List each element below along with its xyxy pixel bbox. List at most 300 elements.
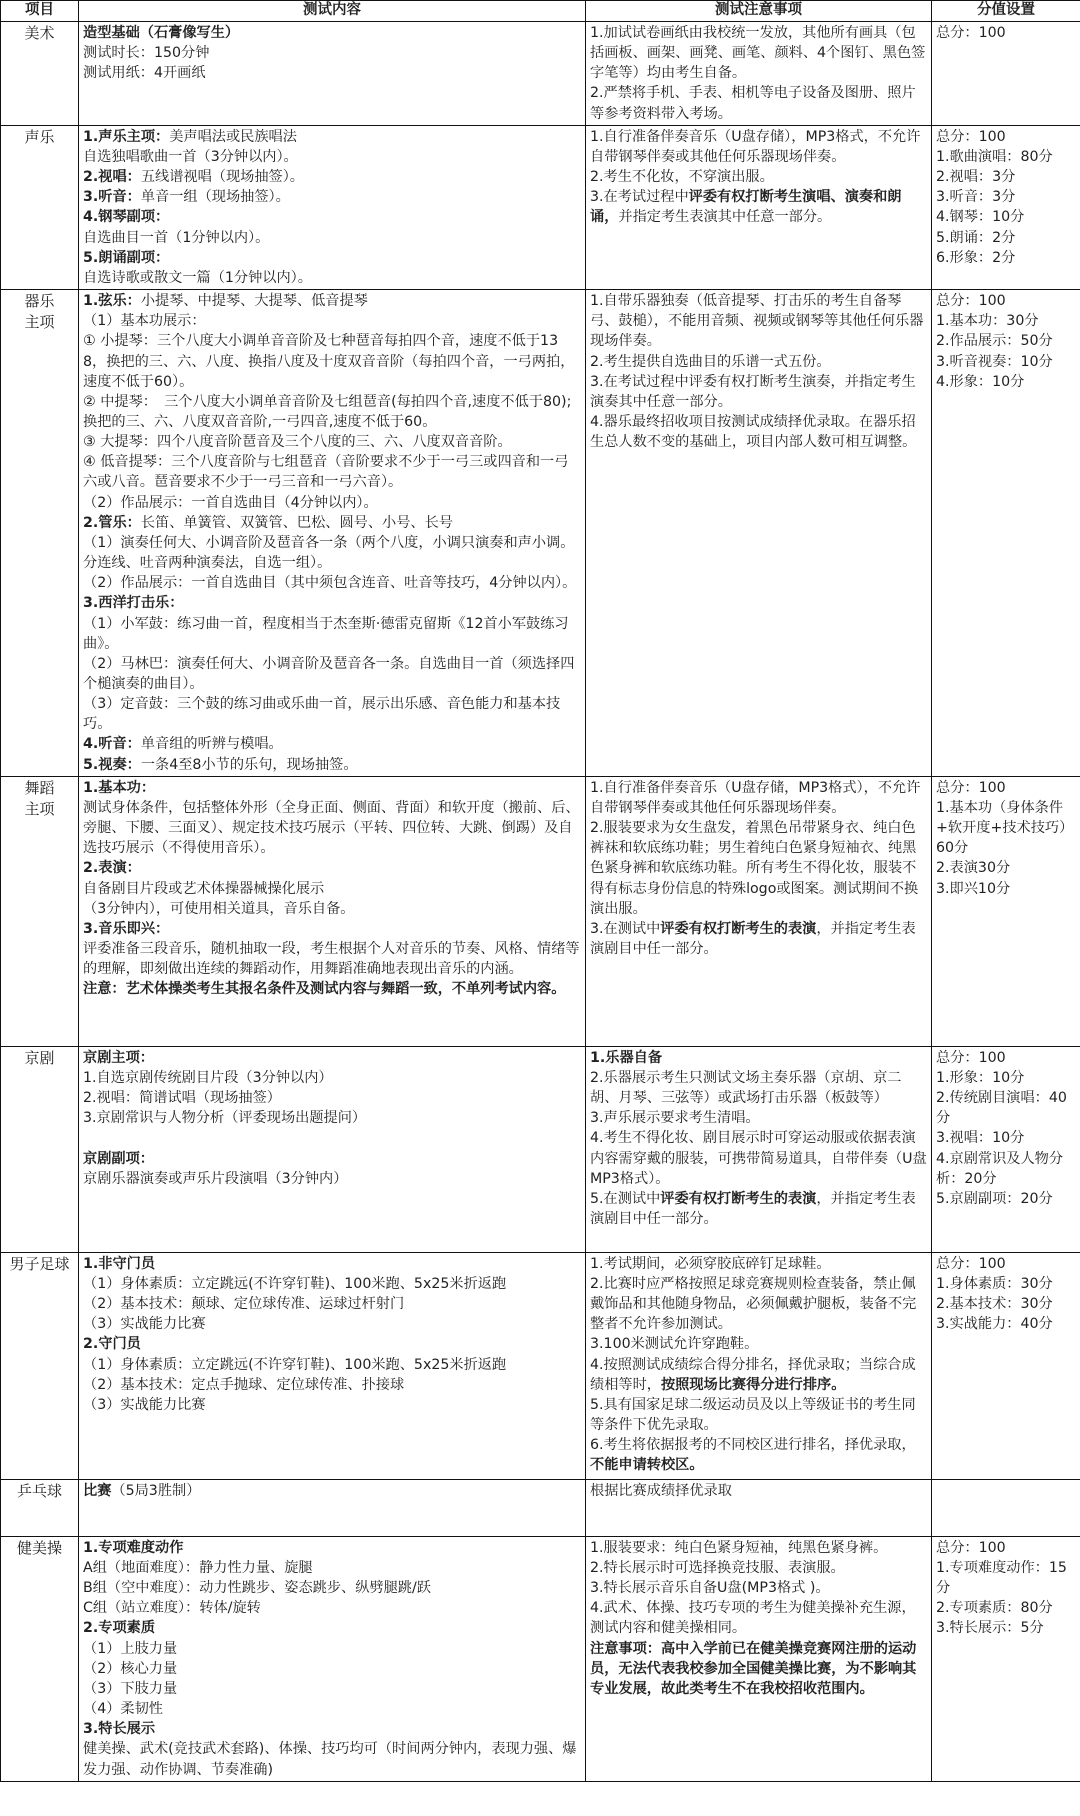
text-line (83, 1679, 581, 1699)
text: 3.在考试过程中 (590, 189, 689, 206)
text: 1.服装要求：纯白色紧身短袖，纯黑色紧身裤。 (590, 1539, 888, 1556)
text-line (936, 311, 1076, 331)
row-notes (586, 1536, 932, 1781)
table-body (1, 22, 1080, 1782)
text-line (590, 1254, 927, 1274)
text: 2.严禁将手机、手表、相机等电子设备及图册、照片等参考资料带入考场。 (590, 85, 916, 122)
header-test-notes: 测试注意事项 (586, 1, 932, 22)
project-name: 健美操 (16, 1538, 62, 1557)
row-notes (586, 1479, 932, 1536)
bold-text: 1.声乐主项： (83, 128, 170, 145)
text: 评委准备三段音乐，随机抽取一段，考生根据个人对音乐的节奏、风格、情绪等的理解，即刻做出连续的舞蹈动作，用舞蹈准确地表现出音乐的内涵。 (83, 941, 580, 978)
text-line (590, 919, 927, 959)
text: （4）柔韧性 (83, 1701, 163, 1718)
text: 自选诗歌或散文一篇（1分钟以内）。 (83, 269, 312, 286)
text-line (83, 734, 581, 754)
text: 单音一组（现场抽签）。 (140, 189, 290, 206)
bold-text: 比赛 (83, 1482, 112, 1499)
text: 3.特长展示：5分 (936, 1620, 1044, 1637)
text: 2.视唱：3分 (936, 169, 1016, 186)
text-line (936, 1538, 1076, 1558)
text: 3.特长展示音乐自备U盘(MP3格式 )。 (590, 1580, 830, 1597)
table-row (1, 776, 1080, 1046)
text-line (83, 979, 581, 999)
text-line (83, 1699, 581, 1719)
text-line (590, 1598, 927, 1638)
text-line (83, 1254, 581, 1274)
text-line (83, 1334, 581, 1354)
row-content (79, 125, 586, 289)
text-line (83, 228, 581, 248)
row-project (1, 125, 79, 289)
row-project (1, 22, 79, 126)
text-line (590, 1334, 927, 1354)
text-line (83, 127, 581, 147)
text-line (83, 1314, 581, 1334)
text-line (590, 1108, 927, 1128)
text-line (936, 147, 1076, 167)
text-line (936, 1048, 1076, 1068)
text-line (590, 1435, 927, 1475)
text-line (83, 1659, 581, 1679)
text: （1）身体素质：立定跳远(不许穿钉鞋)、100米跑、5x25米折返跑 (83, 1275, 507, 1292)
text: 3.在考试过程中评委有权打断考生演奏，并指定考生演奏其中任意一部分。 (590, 373, 916, 410)
bold-text: 4.钢琴副项： (83, 209, 170, 226)
text: （1）小军鼓：练习曲一首，程度相当于杰奎斯·德雷克留斯《12首小军鼓练习曲》。 (83, 615, 569, 652)
bold-text: 评委有权打断考生的表演 (660, 920, 817, 937)
text: 总分：100 (936, 293, 1006, 310)
text-line (936, 879, 1076, 899)
project-name: 主项 (24, 313, 55, 332)
text-line (83, 1578, 581, 1598)
text: 2.基本技术：30分 (936, 1296, 1053, 1313)
bold-text: 2.表演： (83, 860, 141, 877)
bold-text: 5.视奏： (83, 756, 141, 773)
project-name: 乒乓球 (16, 1481, 62, 1500)
text-line (83, 1048, 581, 1068)
text: （1）演奏任何大、小调音阶及琶音各一条（两个八度，小调只演奏和声小调。分连线、吐音两种演奏法，自选一组）。 (83, 534, 575, 572)
text-line (83, 1375, 581, 1395)
text: 3.京剧常识与人物分析（评委现场出题提问） (83, 1110, 367, 1127)
table-row (1, 1479, 1080, 1536)
text-line (590, 818, 927, 919)
text: 总分：100 (936, 1539, 1006, 1556)
text-line (83, 778, 581, 798)
text-line (590, 1578, 927, 1598)
text-line (936, 1189, 1076, 1209)
text-line (590, 352, 927, 372)
text-line (936, 228, 1076, 248)
bold-text: 2.守门员 (83, 1336, 141, 1353)
text: （3）实战能力比赛 (83, 1316, 206, 1333)
text-line (83, 187, 581, 207)
text: 5.朗诵：2分 (936, 229, 1016, 246)
text: 1.基本功（身体条件+软开度+技术技巧）60分 (936, 799, 1074, 857)
text-line (590, 412, 927, 452)
header-score-setting: 分值设置 (932, 1, 1080, 22)
text: C组（站立难度）：转体/旋转 (83, 1600, 261, 1617)
text: 2.特长展示时可选择换竞技服、表演服。 (590, 1559, 845, 1576)
text-line (936, 1068, 1076, 1088)
row-content (79, 22, 586, 126)
text-line (936, 248, 1076, 268)
bold-text: 1.基本功： (83, 779, 156, 796)
text-line (83, 63, 581, 83)
row-notes (586, 290, 932, 777)
text: 并指定考生表演其中任意一部分。 (618, 209, 832, 226)
text: 6.形象：2分 (936, 249, 1016, 266)
text: （2）核心力量 (83, 1660, 178, 1677)
text-line (590, 1355, 927, 1395)
text: （1）基本功展示： (83, 313, 206, 330)
text-line (83, 573, 581, 593)
text: （3）定音鼓：三个鼓的练习曲或乐曲一首，展示出乐感、音色能力和基本技巧。 (83, 696, 561, 733)
text: 5.具有国家足球二级运动员及以上等级证书的考生同等条件下优先录取。 (590, 1396, 916, 1434)
text-line (83, 1538, 581, 1558)
table-row (1, 22, 1080, 126)
text: （2）作品展示：一首自选曲目（4分钟以内）。 (83, 494, 378, 511)
text-line (83, 1739, 581, 1779)
row-project (1, 1479, 79, 1536)
row-score (932, 1536, 1080, 1781)
text-line (83, 1719, 581, 1739)
text-line (936, 291, 1076, 311)
bold-text: 1.非守门员 (83, 1255, 156, 1272)
text-line (83, 1108, 581, 1128)
text-line (83, 291, 581, 311)
text: 2.作品展示：50分 (936, 333, 1053, 350)
bold-text: 1.弦乐： (83, 293, 141, 310)
row-notes (586, 22, 932, 126)
text: 单音组的听辨与模唱。 (140, 736, 283, 753)
bold-text: 4.听音： (83, 736, 141, 753)
text-line (936, 1294, 1076, 1314)
text: 4.京剧常识及人物分析：20分 (936, 1150, 1064, 1187)
text: ，并指定考生表演剧目中任一部分。 (590, 920, 916, 958)
text-line (83, 1618, 581, 1638)
text: 测试用纸：4开画纸 (83, 65, 206, 82)
text-line (83, 167, 581, 187)
text-line (936, 207, 1076, 227)
row-notes (586, 1046, 932, 1252)
text-line (936, 127, 1076, 147)
row-project (1, 1536, 79, 1781)
text: 健美操、武术(竞技武术套路)、体操、技巧均可（时间两分钟内，表现力强、爆发力强、动作协调、节奏准确) (83, 1741, 577, 1778)
bold-text: 京剧副项： (83, 1150, 154, 1167)
row-score (932, 776, 1080, 1046)
bold-text: 3.音乐即兴： (83, 920, 170, 937)
table-row (1, 1252, 1080, 1479)
text: 4.器乐最终招收项目按测试成绩择优录取。在器乐招生总人数不变的基础上，项目内部人数可相互调整。 (590, 413, 917, 451)
text-line (590, 778, 927, 818)
text-line (83, 593, 581, 613)
row-score (932, 290, 1080, 777)
bold-text: 不能申请转校区。 (590, 1457, 704, 1474)
text-line (83, 614, 581, 654)
row-content (79, 1479, 586, 1536)
text: 1.歌曲演唱：80分 (936, 148, 1053, 165)
bold-text: 注意：艺术体操类考生其报名条件及测试内容与舞蹈一致，不单列考试内容。 (83, 981, 566, 998)
text: 自备剧目片段或艺术体操器械操化展示 (83, 880, 325, 897)
text-line (83, 1639, 581, 1659)
text: 1.自行准备伴奏音乐（U盘存储），MP3格式，不允许自带钢琴伴奏或其他任何乐器现场伴奏。 (590, 128, 921, 165)
text: 3.听音视奏：10分 (936, 353, 1053, 370)
bold-text: 评委有权打断考生的表演 (660, 1190, 817, 1207)
text-line (83, 1068, 581, 1088)
text: 根据比赛成绩择优录取 (590, 1482, 732, 1499)
text-line (936, 858, 1076, 878)
text: 1.形象：10分 (936, 1069, 1025, 1086)
text: B组（空中难度）：动力性跳步、姿态跳步、纵劈腿跳/跃 (83, 1580, 431, 1597)
bold-text: 3.西洋打击乐： (83, 595, 184, 612)
row-score (932, 125, 1080, 289)
text: 2.服装要求为女生盘发，着黑色吊带紧身衣、纯白色裤袜和软底练功鞋；男生着纯白色紧身短袖衣、纯黑色紧身裤和软底练功鞋。所有考生不得化妆，服装不得有标志身份信息的特殊logo或图案。测试期间不换演出服。 (590, 820, 919, 917)
text: 京剧乐器演奏或声乐片段演唱（3分钟内） (83, 1170, 348, 1187)
text: 五线谱视唱（现场抽签）。 (140, 169, 304, 186)
bold-text: 注意事项：高中入学前已在健美操竞赛网注册的运动员，无法代表我校参加全国健美操比赛，为不影响其专业发展，故此类考生不在我校招收范围内。 (590, 1640, 917, 1697)
bold-text: 按照现场比赛得分进行排序。 (660, 1376, 846, 1393)
text-line (83, 798, 581, 858)
text: 长笛、单簧管、双簧管、巴松、圆号、小号、长号 (140, 514, 453, 531)
table-row (1, 1046, 1080, 1252)
text: 4.武术、体操、技巧专项的考生为健美操补充生源，测试内容和健美操相同。 (590, 1600, 916, 1637)
text-line (590, 1048, 927, 1068)
text-line (590, 127, 927, 167)
text: 4.钢琴：10分 (936, 209, 1025, 226)
row-notes (586, 1252, 932, 1479)
text-line (83, 1395, 581, 1415)
text-line (590, 1538, 927, 1558)
text: 3.听音：3分 (936, 189, 1016, 206)
text: 3.即兴10分 (936, 880, 1011, 897)
bold-text: 2.专项素质 (83, 1620, 156, 1637)
text-line (83, 331, 581, 391)
text: 总分：100 (936, 128, 1006, 145)
text-line (590, 1068, 927, 1108)
bold-text: 2.管乐： (83, 514, 141, 531)
table-row (1, 1536, 1080, 1781)
text: （2）基本技术：颠球、定位球传准、运球过杆射门 (83, 1296, 405, 1313)
text-line (936, 1598, 1076, 1618)
project-name: 舞蹈 (24, 778, 55, 797)
text: 3.实战能力：40分 (936, 1316, 1053, 1333)
text-line (83, 654, 581, 694)
text: 2.考生不化妆，不穿演出服。 (590, 169, 774, 186)
text: 1.考试期间，必须穿胶底碎钉足球鞋。 (590, 1255, 831, 1272)
bold-text: 1.专项难度动作 (83, 1539, 184, 1556)
text-line (83, 1169, 581, 1189)
text: ② 中提琴： 三个八度大小调单音音阶及七组琶音(每拍四个音,速度不低于80);换把的三、六、八度双音音阶,一弓四音,速度不低于60。 (83, 393, 572, 430)
text-line (936, 23, 1076, 43)
header-project: 项目 (1, 1, 79, 22)
row-project (1, 290, 79, 777)
text-line (83, 432, 581, 452)
header-row (1, 1, 1080, 22)
text: （3）实战能力比赛 (83, 1396, 206, 1413)
text-line (590, 291, 927, 351)
row-content (79, 1252, 586, 1479)
text-line (83, 879, 581, 899)
text: 6.考生将依据报考的不同校区进行排名，择优录取， (590, 1437, 916, 1454)
text: （5局3胜制） (111, 1482, 201, 1499)
text-line (83, 311, 581, 331)
text-line (590, 1558, 927, 1578)
text: 测试时长：150分钟 (83, 45, 210, 62)
text-line (83, 858, 581, 878)
text-line (83, 1149, 581, 1169)
text: 1.基本功：30分 (936, 313, 1039, 330)
text-line (590, 1639, 927, 1699)
text-line (83, 248, 581, 268)
row-content (79, 1536, 586, 1781)
text-line (590, 83, 927, 123)
text: 1.自选京剧传统剧目片段（3分钟以内） (83, 1069, 333, 1086)
text: （2）作品展示：一首自选曲目（其中须包含连音、吐音等技巧，4分钟以内）。 (83, 575, 577, 592)
text-line (936, 1088, 1076, 1128)
row-notes (586, 125, 932, 289)
text: 3.100米测试允许穿跑鞋。 (590, 1336, 759, 1353)
text-line (83, 392, 581, 432)
bold-text: 京剧主项： (83, 1049, 154, 1066)
text-line (83, 899, 581, 919)
text: 1.加试试卷画纸由我校统一发放，其他所有画具（包括画板、画架、画凳、画笔、颜料、4个图钉、黑色签字笔等）均由考生自备。 (590, 25, 926, 82)
bold-text: 造型基础（石膏像写生） (83, 25, 240, 41)
text: 2.比赛时应严格按照足球竞赛规则检查装备，禁止佩戴饰品和其他随身物品，必须佩戴护腿板，装备不完整者不允许参加测试。 (590, 1275, 917, 1333)
row-project (1, 1252, 79, 1479)
text: 小提琴、中提琴、大提琴、低音提琴 (140, 293, 368, 310)
text: 5.京剧副项：20分 (936, 1190, 1053, 1207)
project-name: 主项 (24, 800, 55, 819)
bold-text: 2.视唱： (83, 169, 141, 186)
text (83, 1130, 88, 1146)
text-line (83, 1355, 581, 1375)
text-line (83, 1274, 581, 1294)
text-line (590, 23, 927, 83)
text: （1）身体素质：立定跳远(不许穿钉鞋)、100米跑、5x25米折返跑 (83, 1356, 507, 1373)
row-project (1, 1046, 79, 1252)
text: 3.在测试中 (590, 920, 661, 937)
text-line (83, 694, 581, 734)
text-line (936, 1274, 1076, 1294)
row-score (932, 1252, 1080, 1479)
text: 2.表演30分 (936, 860, 1011, 877)
text-line (590, 187, 927, 227)
row-score (932, 1046, 1080, 1252)
text: （1）上肢力量 (83, 1640, 178, 1657)
text: 1.身体素质：30分 (936, 1275, 1053, 1292)
text: 总分：100 (936, 1255, 1006, 1272)
row-content (79, 1046, 586, 1252)
text-line (936, 352, 1076, 372)
text-line (83, 23, 581, 43)
text-line (936, 1558, 1076, 1598)
text: 2.乐器展示考生只测试文场主奏乐器（京胡、京二胡、月琴、三弦等）或武场打击乐器（板鼓等） (590, 1069, 902, 1107)
text: 3.声乐展示要求考生清唱。 (590, 1110, 760, 1127)
text-line (936, 372, 1076, 392)
text-line (936, 1149, 1076, 1189)
text: 美声唱法或民族唱法 (169, 128, 297, 145)
text: 4.考生不得化妆、剧目展示时可穿运动服或依据表演内容需穿戴的服装，可携带简易道具，自带伴奏（U盘 MP3格式）。 (590, 1130, 932, 1187)
text: 1.自带乐器独奏（低音提琴、打击乐的考生自备琴弓、鼓槌），不能用音频、视频或钢琴等其他任何乐器现场伴奏。 (590, 293, 924, 350)
text-line (83, 1598, 581, 1618)
text-line (83, 939, 581, 979)
text-line (936, 1254, 1076, 1274)
row-content (79, 776, 586, 1046)
text: 1.自行准备伴奏音乐（U盘存储，MP3格式），不允许自带钢琴伴奏或其他任何乐器现场伴奏。 (590, 779, 921, 816)
text: 自选曲目一首（1分钟以内）。 (83, 229, 270, 246)
text: 自选独唱歌曲一首（3分钟以内）。 (83, 148, 298, 165)
text: 4.形象：10分 (936, 373, 1025, 390)
header-test-content: 测试内容 (79, 1, 586, 22)
bold-text: 3.听音： (83, 189, 141, 206)
text-line (936, 1128, 1076, 1148)
text-line (936, 1618, 1076, 1638)
text-line (590, 372, 927, 412)
text: ③ 大提琴：四个八度音阶琶音及三个八度的三、六、八度双音音阶。 (83, 434, 512, 451)
text-line (83, 147, 581, 167)
text: ① 小提琴：三个八度大小调单音音阶及七种琶音每拍四个音，速度不低于138，换把的三、六、八度、换指八度及十度双音音阶（每拍四个音，一弓两拍，速度不低于60）。 (83, 333, 575, 390)
text-line (83, 493, 581, 513)
text-line (590, 167, 927, 187)
text-line (936, 167, 1076, 187)
text-line (83, 1294, 581, 1314)
row-score (932, 22, 1080, 126)
text: ④ 低音提琴：三个八度音阶与七组琶音（音阶要求不少于一弓三或四音和一弓六或八音。琶音要求不少于一弓三音和一弓六音）。 (83, 454, 569, 491)
text: 一条4至8小节的乐句，现场抽签。 (140, 756, 358, 773)
text: A组（地面难度）：静力性力量、旋腿 (83, 1559, 313, 1576)
project-name: 男子足球 (9, 1254, 70, 1273)
row-project (1, 776, 79, 1046)
row-content (79, 290, 586, 777)
text: 2.专项素质：80分 (936, 1600, 1053, 1617)
project-name: 美术 (24, 24, 55, 42)
text-line (936, 778, 1076, 798)
text: 3.视唱：10分 (936, 1130, 1025, 1147)
text: 总分：100 (936, 1049, 1006, 1066)
text-line (83, 533, 581, 573)
text-line (83, 1128, 581, 1148)
text: 测试身体条件，包括整体外形（全身正面、侧面、背面）和软开度（搬前、后、旁腿、下腰、三面叉）、规定技术技巧展示（平转、四位转、大跳、倒踢）及自选技巧展示（不得使用音乐）。 (83, 799, 580, 857)
text-line (590, 1481, 927, 1501)
text-line (936, 798, 1076, 858)
text-line (936, 187, 1076, 207)
table-row (1, 290, 1080, 777)
project-name: 京剧 (24, 1048, 55, 1067)
text-line (83, 268, 581, 288)
text: 1.专项难度动作：15分 (936, 1559, 1067, 1597)
text-line (83, 1088, 581, 1108)
text-line (936, 1314, 1076, 1334)
text-line (83, 755, 581, 775)
text-line (590, 1189, 927, 1229)
text: 2.考生提供自选曲目的乐谱一式五份。 (590, 353, 831, 370)
text: （3）下肢力量 (83, 1680, 178, 1697)
text: 总分：100 (936, 25, 1006, 41)
table-row (1, 125, 1080, 289)
text: 5.在测试中 (590, 1190, 661, 1207)
text: 2.视唱：简谱试唱（现场抽签） (83, 1090, 281, 1107)
text-line (936, 331, 1076, 351)
row-score (932, 1479, 1080, 1536)
project-name: 声乐 (24, 127, 55, 146)
text-line (83, 43, 581, 63)
text-line (590, 1128, 932, 1188)
text: 2.传统剧目演唱：40分 (936, 1090, 1067, 1127)
bold-text: 5.朗诵副项： (83, 249, 170, 266)
text: 4.按照测试成绩综合得分排名，择优录取；当综合成绩相等时， (590, 1356, 916, 1393)
bold-text: 3.特长展示 (83, 1721, 156, 1738)
text: 总分：100 (936, 779, 1006, 796)
